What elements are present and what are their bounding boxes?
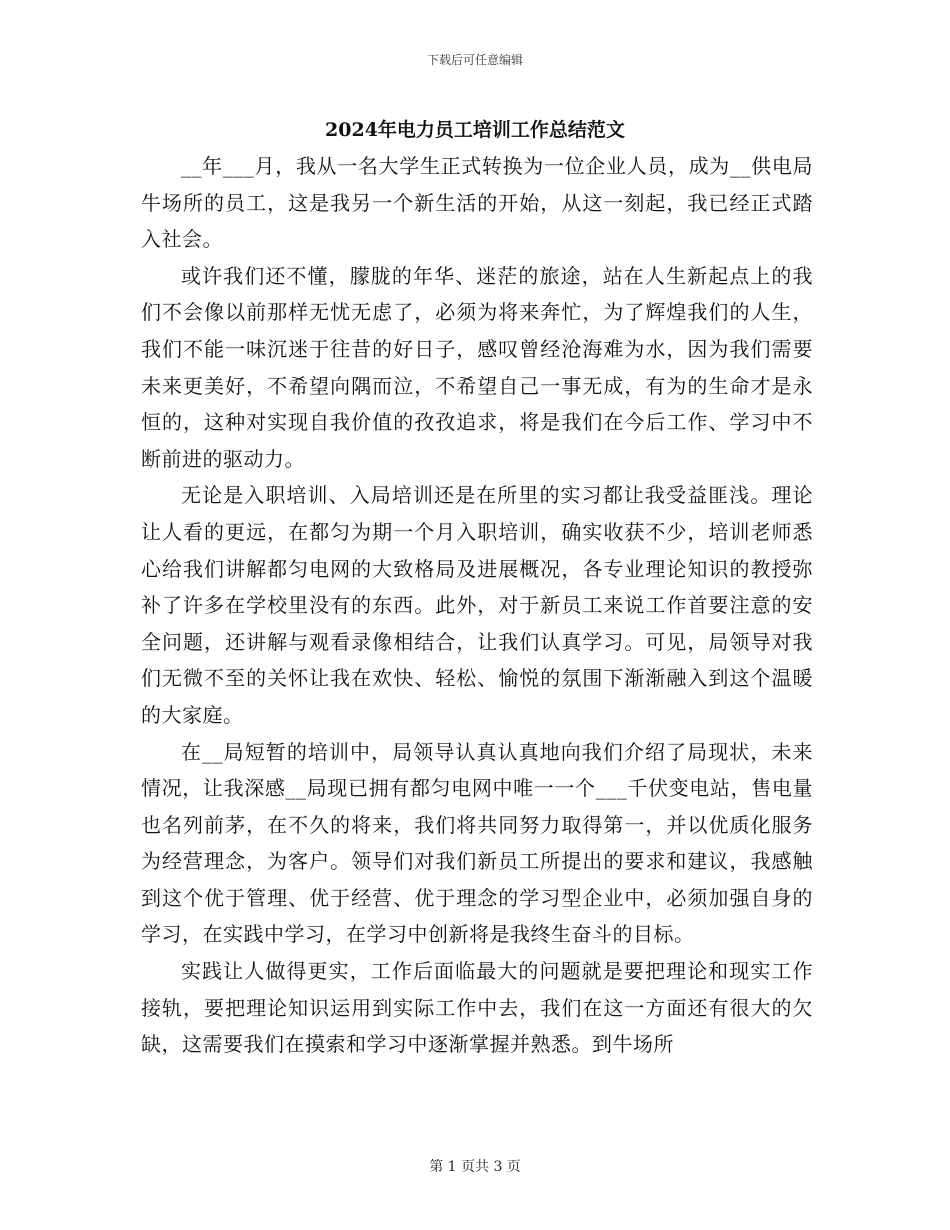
page-number-footer: 第 1 页共 3 页 [429,1159,521,1175]
paragraph: 或许我们还不懂，朦胧的年华、迷茫的旅途，站在人生新起点上的我们不会像以前那样无忧无虑了，必须为将来奔忙，为了辉煌我们的人生，我们不能一味沉迷于往昔的好日子，感叹曾经沧海难为水，因为我们需要未来更美好，不希望向隅而泣，不希望自己一事无成，有为的生命才是永恒的，这种对实现自我价值的孜孜追求，将是我们在今后工作、学习中不断前进的驱动力。 [141,263,813,471]
paragraph: 实践让人做得更实，工作后面临最大的问题就是要把理论和现实工作接轨，要把理论知识运用到实际工作中去，我们在这一方面还有很大的欠缺，这需要我们在摸索和学习中逐渐掌握并熟悉。到牛场所 [141,959,813,1057]
document-title: 2024年电力员工培训工作总结范文 [325,119,625,141]
paragraph: __年___月，我从一名大学生正式转换为一位企业人员，成为__供电局牛场所的员工，这是我另一个新生活的开始，从这一刻起，我已经正式踏入社会。 [141,154,813,252]
document-body [141,148,813,1063]
paragraph: 在__局短暂的培训中，局领导认真认真地向我们介绍了局现状，未来情况，让我深感__局现已拥有都匀电网中唯一一个___千伏变电站，售电量也名列前茅，在不久的将来，我们将共同努力取得第一，并以优质化服务为经营理念，为客户。领导们对我们新员工所提出的要求和建议，我感触到这个优于管理、优于经营、优于理念的学习型企业中，必须加强自身的学习，在实践中学习，在学习中创新将是我终生奋斗的目标。 [141,739,813,947]
paragraph: 无论是入职培训、入局培训还是在所里的实习都让我受益匪浅。理论让人看的更远，在都匀为期一个月入职培训，确实收获不少，培训老师悉心给我们讲解都匀电网的大致格局及进展概况，各专业理论知识的教授弥补了许多在学校里没有的东西。此外，对于新员工来说工作首要注意的安全问题，还讲解与观看录像相结合，让我们认真学习。可见，局领导对我们无微不至的关怀让我在欢快、轻松、愉悦的氛围下渐渐融入到这个温暖的大家庭。 [141,483,813,727]
page-header-note: 下载后可任意编辑 [426,53,523,67]
